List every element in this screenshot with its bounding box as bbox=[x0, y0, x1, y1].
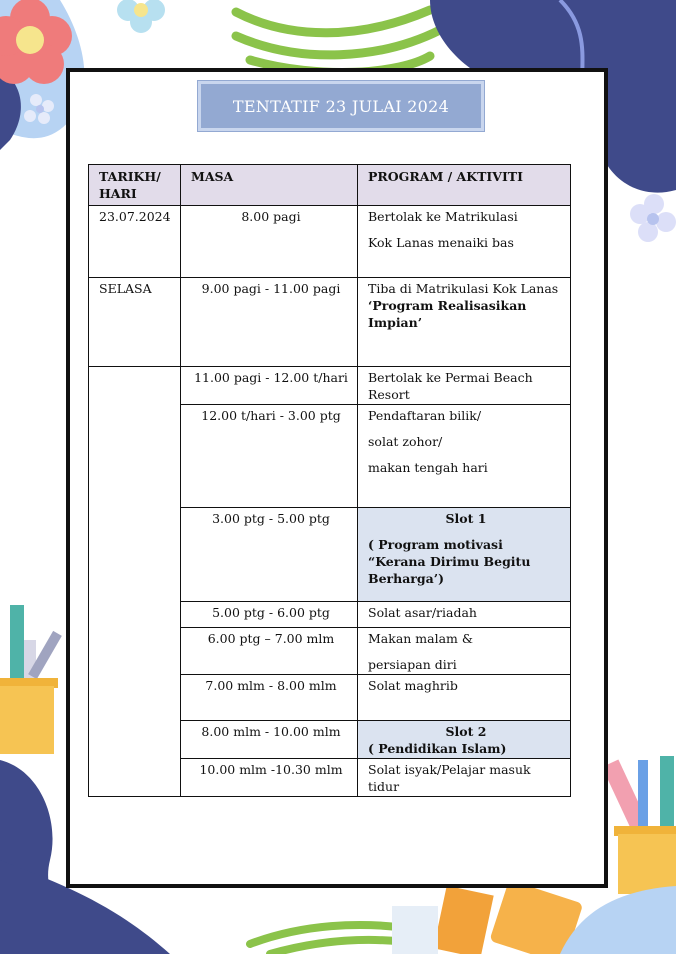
row-program: Solat maghrib bbox=[358, 675, 571, 721]
row-program: Solat asar/riadah bbox=[358, 602, 571, 628]
row-masa: 8.00 pagi bbox=[181, 206, 358, 278]
row-program: Bertolak ke Permai Beach Resort bbox=[358, 367, 571, 405]
flower-lavender-right-icon bbox=[630, 194, 676, 242]
row-program: Tiba di Matrikulasi Kok Lanas ‘Program Realisasikan Impian’ bbox=[358, 278, 571, 367]
schedule-table bbox=[88, 164, 571, 797]
slot-title: Slot 2 bbox=[445, 724, 487, 739]
row-program: Makan malam & persiapan diri bbox=[358, 628, 571, 675]
green-waves-top bbox=[236, 10, 440, 72]
row-program-slot: Slot 1 ( Program motivasi “Kerana Dirimu Begitu Berharga’) bbox=[358, 508, 571, 602]
pencil-cup-left-icon bbox=[0, 605, 62, 754]
row-hari: SELASA bbox=[89, 278, 181, 367]
row-tarikh: 23.07.2024 bbox=[89, 206, 181, 278]
row-masa: 11.00 pagi - 12.00 t/hari bbox=[181, 367, 358, 405]
row-masa: 8.00 mlm - 10.00 mlm bbox=[181, 721, 358, 759]
flower-blue-small-icon bbox=[117, 0, 165, 33]
slot-title: Slot 1 bbox=[445, 511, 487, 526]
header-program: PROGRAM / AKTIVITI bbox=[358, 165, 571, 206]
row-masa: 12.00 t/hari - 3.00 ptg bbox=[181, 405, 358, 508]
row-masa: 9.00 pagi - 11.00 pagi bbox=[181, 278, 358, 367]
table-header-row bbox=[89, 165, 571, 206]
row-tarikh-empty bbox=[89, 367, 181, 797]
row-masa: 6.00 ptg – 7.00 mlm bbox=[181, 628, 358, 675]
schedule-title: TENTATIF 23 JULAI 2024 bbox=[198, 81, 484, 131]
row-masa: 5.00 ptg - 6.00 ptg bbox=[181, 602, 358, 628]
row-program-slot: Slot 2 ( Pendidikan Islam) bbox=[358, 721, 571, 759]
row-masa: 3.00 ptg - 5.00 ptg bbox=[181, 508, 358, 602]
row-masa: 10.00 mlm -10.30 mlm bbox=[181, 759, 358, 797]
row-program: Solat isyak/Pelajar masuk tidur bbox=[358, 759, 571, 797]
table-row bbox=[89, 278, 571, 367]
row-masa: 7.00 mlm - 8.00 mlm bbox=[181, 675, 358, 721]
header-tarikh-hari: TARIKH/ HARI bbox=[89, 165, 181, 206]
row-program: Bertolak ke Matrikulasi Kok Lanas menaiki bas bbox=[358, 206, 571, 278]
row-program: Pendaftaran bilik/ solat zohor/ makan tengah hari bbox=[358, 405, 571, 508]
table-row bbox=[89, 367, 571, 405]
header-masa: MASA bbox=[181, 165, 358, 206]
table-row bbox=[89, 206, 571, 278]
